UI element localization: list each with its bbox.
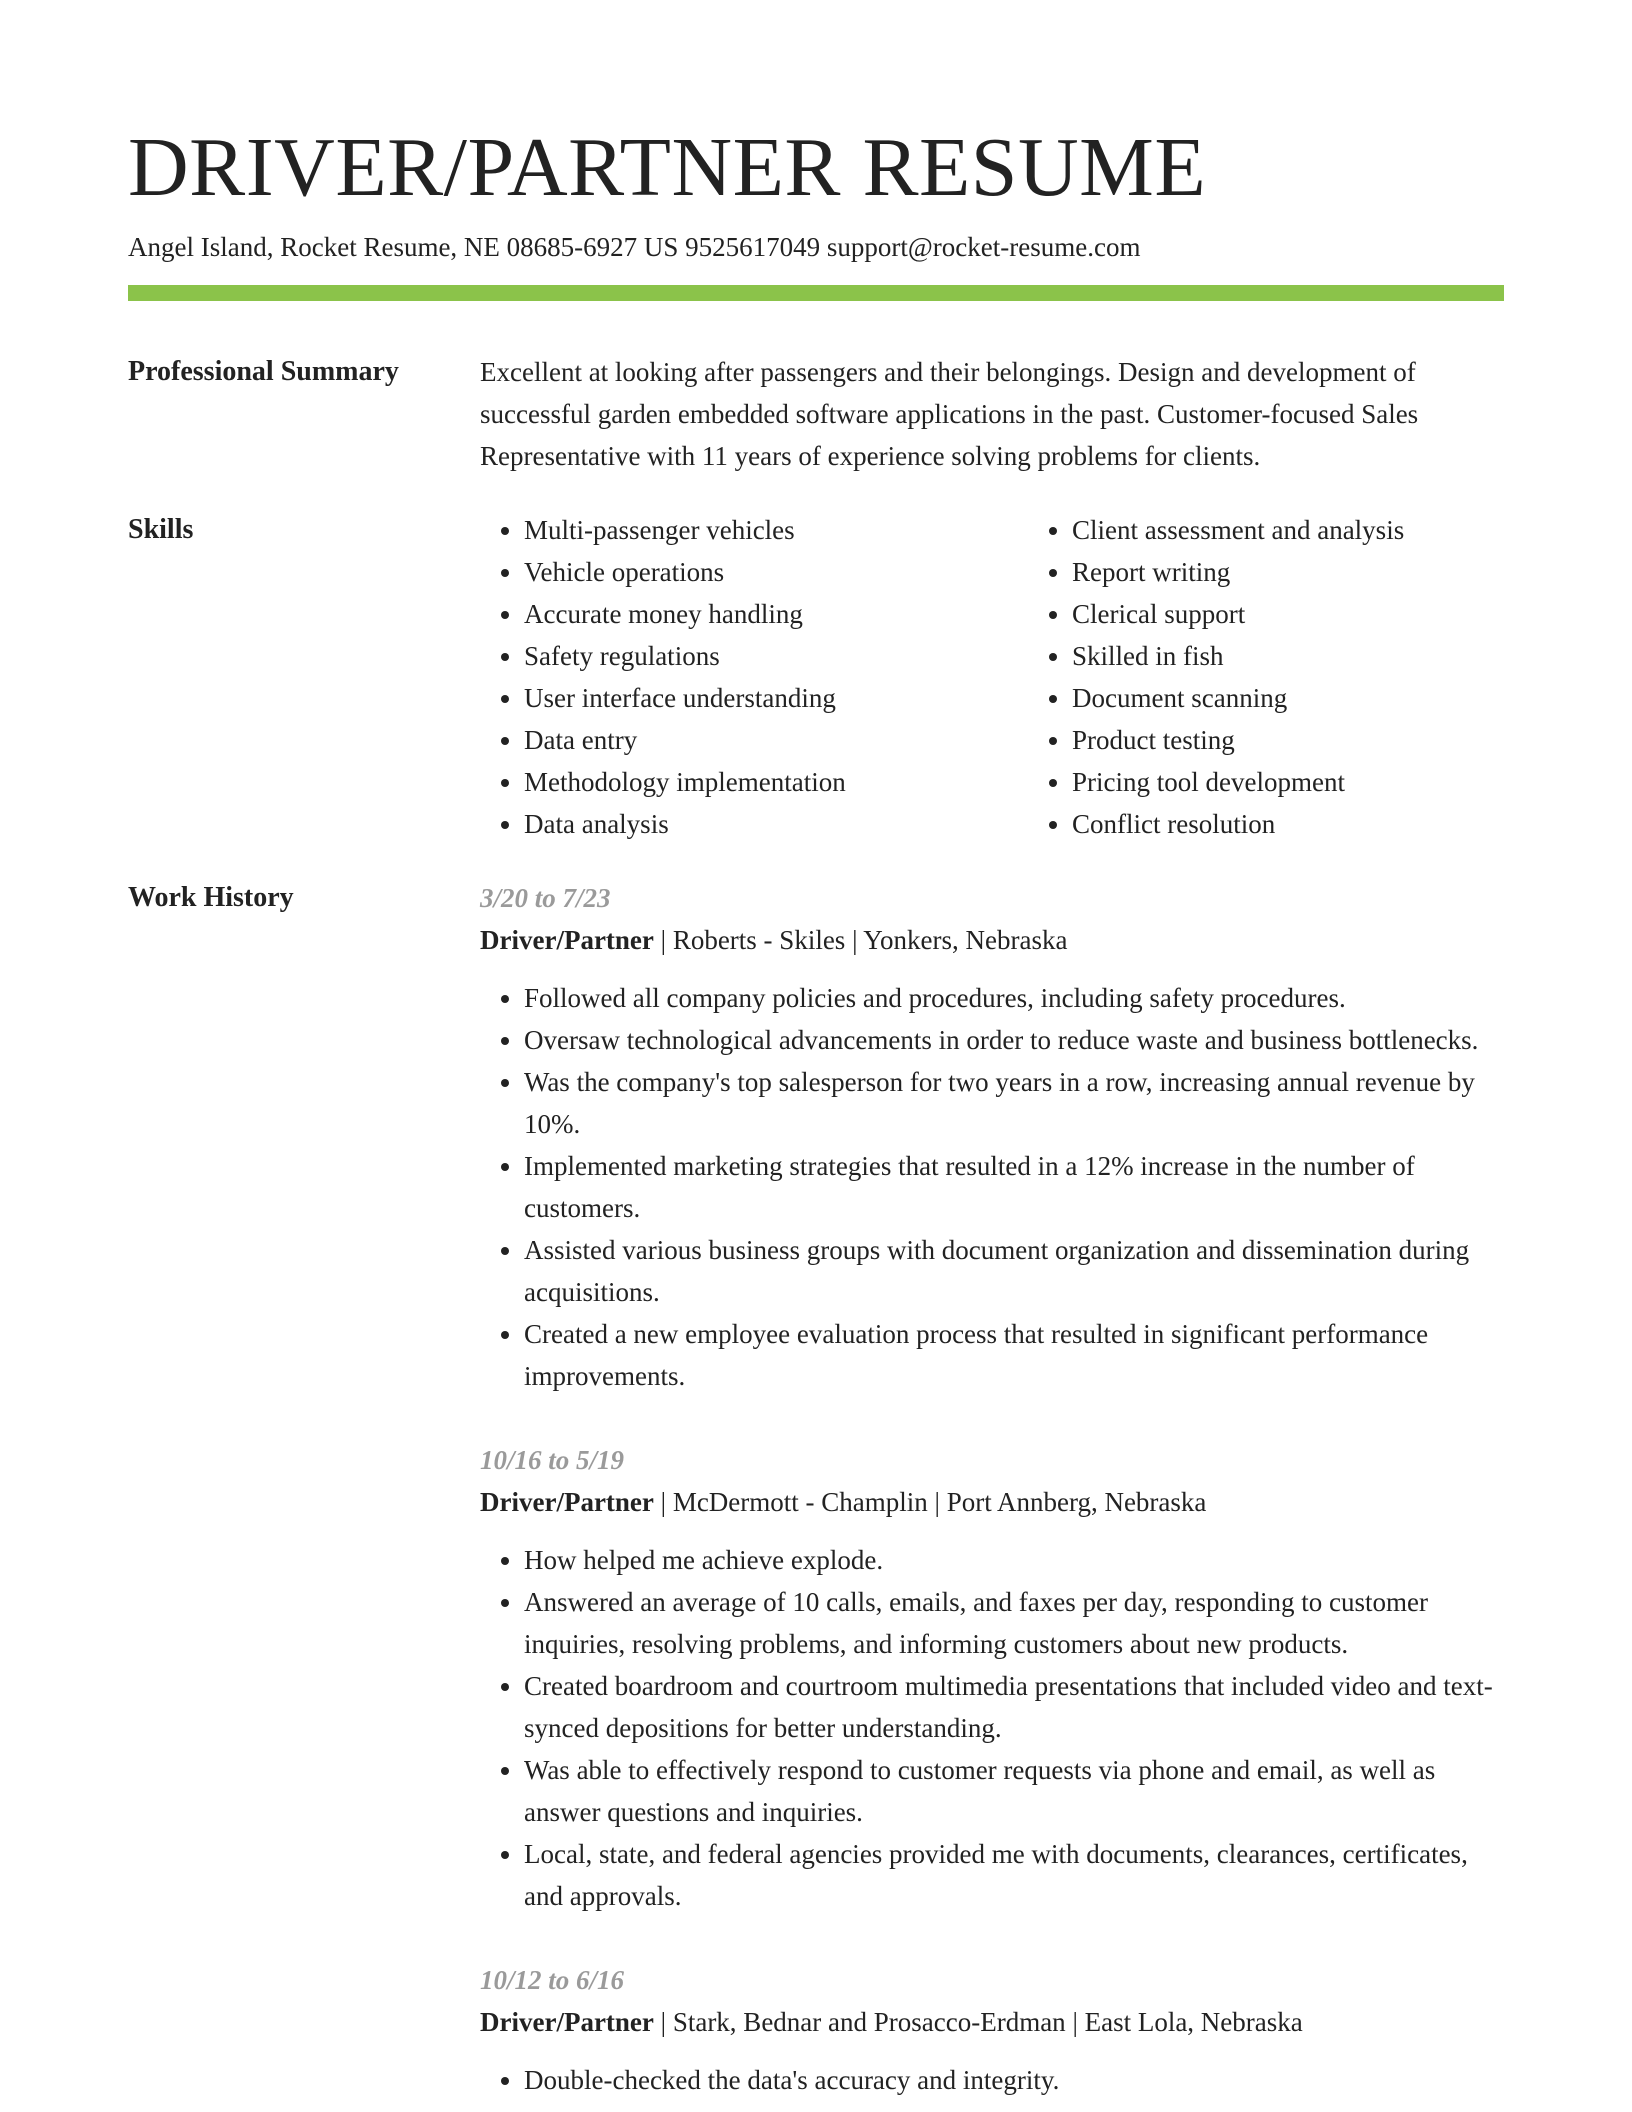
job-role: Driver/Partner [480, 925, 654, 956]
job-separator: | [927, 1487, 947, 1518]
skill-item: • Accurate money handling [524, 593, 1028, 635]
job-bullet: • Answered an average of 10 calls, emails, and faxes per day, responding to customer inquiries, resolving problems, and informing customers about new products. [524, 1581, 1504, 1665]
job-bullet-list [480, 1539, 1504, 1917]
job-separator: | [653, 925, 673, 956]
skill-item: • Multi-passenger vehicles [524, 509, 1028, 551]
work-history-label: Work History [128, 882, 294, 914]
job-separator: | [845, 925, 864, 956]
skills-list-left [480, 509, 1028, 845]
job-location: Port Annberg, Nebraska [946, 1487, 1207, 1518]
job-company: Roberts - Skiles [672, 925, 846, 956]
job-bullet: • Implemented marketing strategies that resulted in a 12% increase in the number of customers. [524, 1145, 1504, 1229]
job-bullet: • Oversaw technological advancements in order to reduce waste and business bottlenecks. [524, 1019, 1504, 1061]
job-heading [480, 919, 1504, 961]
work-history-list [480, 877, 1504, 2112]
skill-item: • Product testing [1072, 719, 1576, 761]
skill-item: • Pricing tool development [1072, 761, 1576, 803]
resume-title: DRIVER/PARTNER RESUME [128, 121, 1207, 214]
job-bullet: • Created a new employee evaluation process that resulted in significant performance improvements. [524, 1313, 1504, 1397]
job-separator: | [653, 1487, 673, 1518]
skill-item: • Vehicle operations [524, 551, 1028, 593]
skills-label: Skills [128, 514, 194, 546]
job-bullet: • Was the company's top salesperson for two years in a row, increasing annual revenue by 10%. [524, 1061, 1504, 1145]
skill-item: • Methodology implementation [524, 761, 1028, 803]
job-company: McDermott - Champlin [672, 1487, 928, 1518]
skill-item: • Clerical support [1072, 593, 1576, 635]
job-heading [480, 2001, 1504, 2043]
job-entry [480, 1439, 1504, 1917]
skill-item: • Conflict resolution [1072, 803, 1576, 845]
job-entry [480, 1959, 1504, 2101]
skill-item: • Data entry [524, 719, 1028, 761]
job-role: Driver/Partner [480, 2007, 654, 2038]
summary-text: Excellent at looking after passengers and their belongings. Design and development of successful garden embedded software applications in the past. Customer-focused Sales Representative with 11 years of experience solving problems for clients. [480, 357, 1419, 472]
summary-label: Professional Summary [128, 356, 399, 388]
job-bullet: • Was able to effectively respond to customer requests via phone and email, as well as answer questions and inquiries. [524, 1749, 1504, 1833]
job-separator: | [653, 2007, 673, 2038]
contact-line: Angel Island, Rocket Resume, NE 08685-6927 US 9525617049 support@rocket-resume.com [128, 232, 1141, 263]
skill-item: • Skilled in fish [1072, 635, 1576, 677]
skill-item: • Safety regulations [524, 635, 1028, 677]
job-bullet: • Followed all company policies and procedures, including safety procedures. [524, 977, 1504, 1019]
summary-section [128, 351, 1504, 477]
job-bullet-list [480, 977, 1504, 1397]
job-bullet: • Double-checked the data's accuracy and integrity. [524, 2059, 1504, 2101]
job-entry [480, 877, 1504, 1397]
job-bullet: • Created boardroom and courtroom multimedia presentations that included video and text-synced depositions for better understanding. [524, 1665, 1504, 1749]
job-bullet: • How helped me achieve explode. [524, 1539, 1504, 1581]
job-bullet: • Assisted various business groups with document organization and dissemination during acquisitions. [524, 1229, 1504, 1313]
skill-item: • Client assessment and analysis [1072, 509, 1576, 551]
skill-item: • Data analysis [524, 803, 1028, 845]
job-heading [480, 1481, 1504, 1523]
skills-list-right [1028, 509, 1576, 845]
job-bullet-list [480, 2059, 1504, 2101]
job-dates: 10/12 to 6/16 [480, 1965, 625, 1996]
accent-divider [128, 285, 1504, 301]
skill-item: • Report writing [1072, 551, 1576, 593]
skill-item: • User interface understanding [524, 677, 1028, 719]
job-bullet: • Local, state, and federal agencies provided me with documents, clearances, certificates, and approvals. [524, 1833, 1504, 1917]
job-role: Driver/Partner [480, 1487, 654, 1518]
job-dates: 3/20 to 7/23 [480, 883, 611, 914]
job-separator: | [1065, 2007, 1085, 2038]
skills-section [128, 509, 1504, 845]
job-company: Stark, Bednar and Prosacco-Erdman [672, 2007, 1066, 2038]
skills-columns [480, 509, 1576, 845]
work-history-section [128, 877, 1504, 2112]
job-location: East Lola, Nebraska [1084, 2007, 1303, 2038]
skill-item: • Document scanning [1072, 677, 1576, 719]
job-dates: 10/16 to 5/19 [480, 1445, 625, 1476]
job-location: Yonkers, Nebraska [863, 925, 1068, 956]
